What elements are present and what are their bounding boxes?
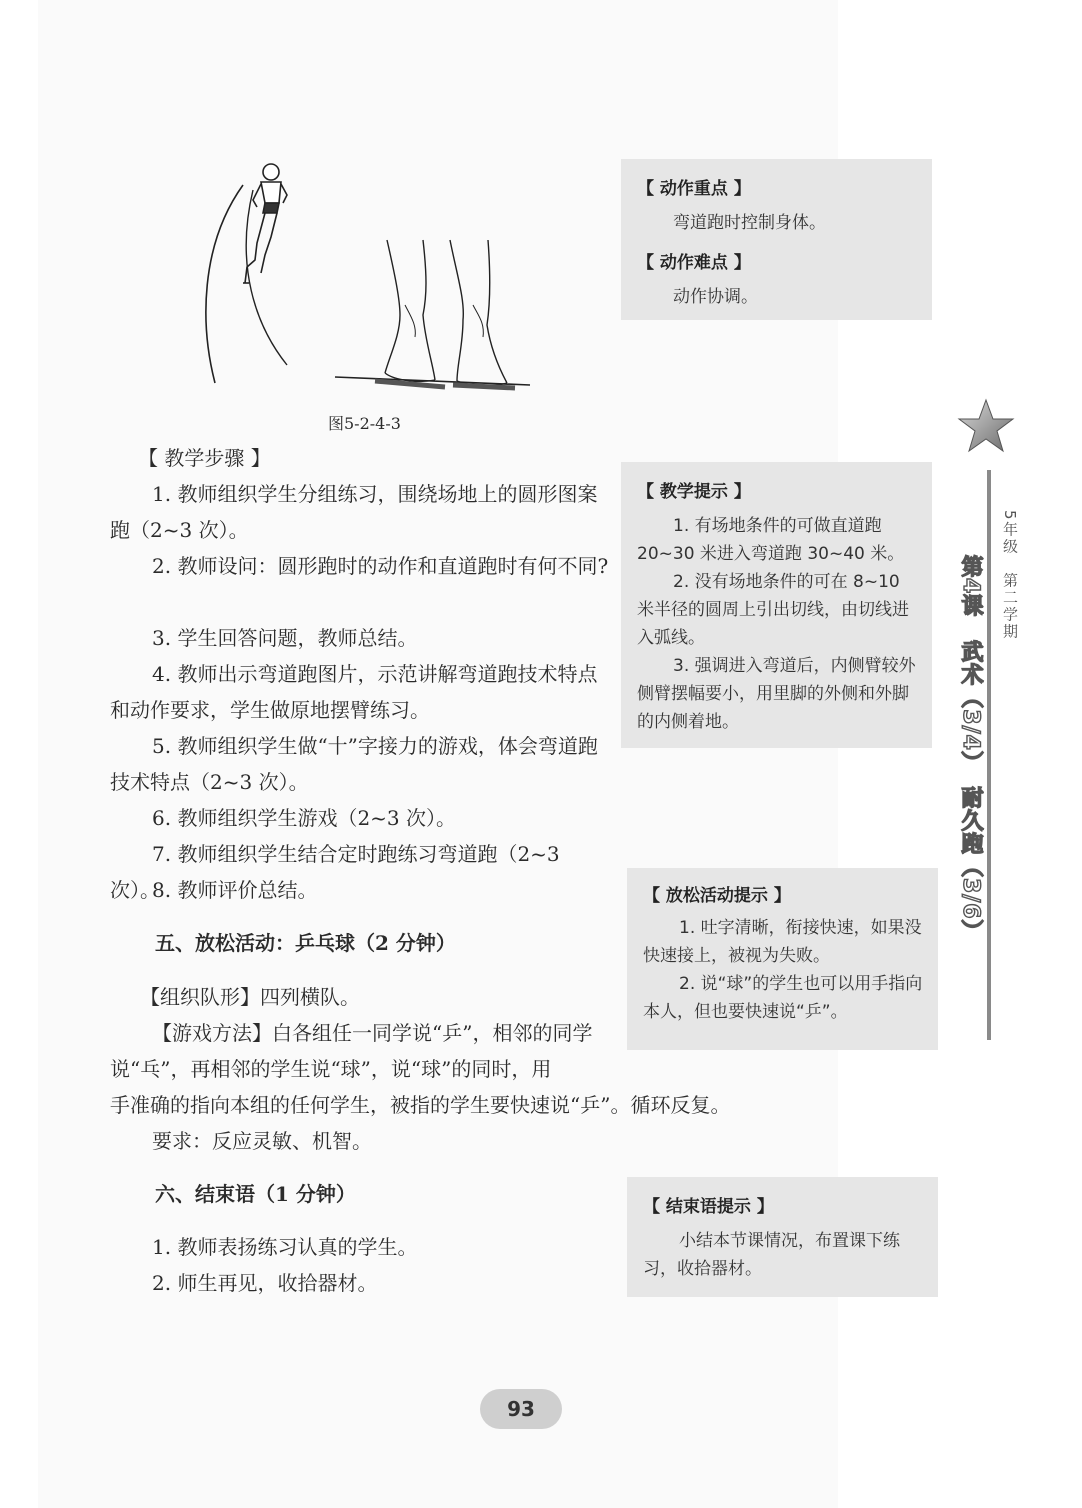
teaching-tips-box	[621, 462, 932, 748]
star-icon	[955, 398, 1017, 456]
requirement-text: 要求：反应灵敏、机智。	[152, 1129, 372, 1153]
key-points-text: 弯道跑时控制身体。	[673, 213, 826, 233]
closing-tips-title: 【 结束语提示 】	[643, 1197, 774, 1217]
step-item: 5. 教师组织学生做“十”字接力的游戏，体会弯道跑技术特点（2~3 次）。	[110, 734, 598, 794]
track-curve-outer	[206, 185, 243, 383]
step-item: 1. 教师组织学生分组练习，围绕场地上的圆形图案跑（2~3 次）。	[110, 482, 598, 542]
closing-tips-box	[627, 1177, 938, 1297]
sidebar-rule	[987, 470, 991, 1040]
relax-tip: 2. 说“球”的学生也可以用手指向本人，但也要快速说“乒”。	[643, 974, 923, 1022]
feet-illustration	[335, 240, 530, 388]
figure-curve-running	[195, 155, 545, 400]
teaching-tips-title: 【 教学提示 】	[637, 482, 751, 502]
closing-tips-body: 小结本节课情况，布置课下练习，收拾器材。	[643, 1231, 900, 1279]
closing-item: 2. 师生再见，收拾器材。	[152, 1271, 378, 1295]
chapter-title-vertical: 第4课 武术（3/4） 耐久跑（3/6）	[958, 555, 983, 943]
difficulty-text: 动作协调。	[673, 287, 758, 307]
relax-tips-box	[627, 868, 938, 1050]
step-item: 8. 教师评价总结。	[152, 878, 318, 902]
steps-heading: 【 教学步骤 】	[138, 446, 271, 470]
step-item: 3. 学生回答问题，教师总结。	[152, 626, 418, 650]
game-method-text-cont: 手准确的指向本组的任何学生，被指的学生要快速说“乒”。循环反复。	[110, 1093, 731, 1117]
grade-label-vertical: 5年级 第二学期	[1001, 510, 1019, 641]
step-item: 7. 教师组织学生结合定时跑练习弯道跑（2~3 次）。	[110, 842, 560, 902]
figure-caption: 图5-2-4-3	[328, 414, 401, 433]
page-number: 93	[480, 1389, 562, 1429]
key-points-title: 【 动作重点 】	[637, 179, 751, 199]
teaching-tip: 1. 有场地条件的可做直道跑 20~30 米进入弯道跑 30~40 米。	[637, 516, 905, 564]
relax-tips-body	[643, 914, 926, 1026]
section5-heading: 五、放松活动：乒乓球（2 分钟）	[155, 931, 456, 955]
section6-heading: 六、结束语（1 分钟）	[155, 1182, 356, 1206]
key-points-box	[621, 159, 932, 320]
game-method-text: 【游戏方法】白各组任一同学说“乒”，相邻的同学说“乓”，再相邻的学生说“球”，说“球”的同时，用	[110, 1021, 593, 1081]
difficulty-title: 【 动作难点 】	[637, 253, 751, 273]
formation-text: 【组织队形】四列横队。	[140, 985, 360, 1009]
teaching-tip: 3. 强调进入弯道后，内侧臂较外侧臂摆幅要小，用里脚的外侧和外脚的内侧着地。	[637, 656, 916, 732]
step-item: 2. 教师设问：圆形跑时的动作和直道跑时有何不同?	[152, 554, 609, 578]
teaching-tip: 2. 没有场地条件的可在 8~10 米半径的圆周上引出切线，由切线进入弧线。	[637, 572, 909, 648]
relax-tip: 1. 吐字清晰，衔接快速，如果没快速接上，被视为失败。	[643, 918, 922, 966]
track-curve-inner	[246, 190, 287, 365]
closing-item: 1. 教师表扬练习认真的学生。	[152, 1235, 418, 1259]
runner-illustration	[243, 164, 287, 283]
teaching-tips-body	[637, 512, 920, 736]
relax-tips-title: 【 放松活动提示 】	[643, 886, 791, 906]
step-item: 6. 教师组织学生游戏（2~3 次）。	[152, 806, 457, 830]
step-item: 4. 教师出示弯道跑图片，示范讲解弯道跑技术特点和动作要求，学生做原地摆臂练习。	[110, 662, 598, 722]
